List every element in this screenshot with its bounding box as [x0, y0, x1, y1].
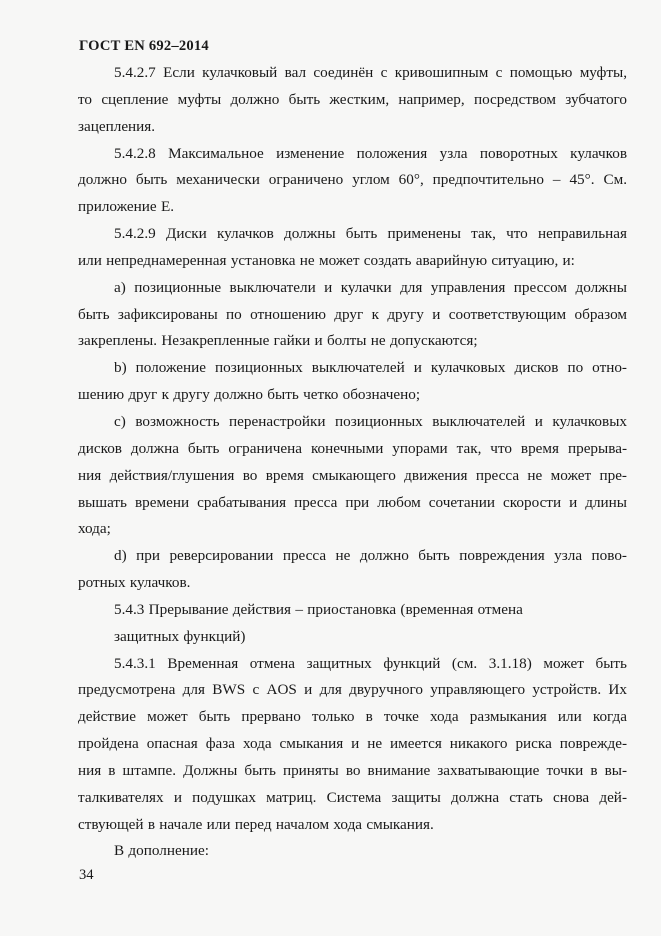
text-line: 5.4.3.1 Временная отмена защитных функций (см. 3.1.18) может быть	[114, 654, 627, 672]
text-line: ния в штампе. Должны быть приняты во внимание захватывающие точки в вы-	[78, 761, 627, 779]
text-line: то сцепление муфты должно быть жестким, например, посредством зубчатого	[78, 90, 627, 108]
text-line: действие может быть прервано только в точке хода размыкания или когда	[78, 708, 627, 726]
text-line: В дополнение:	[114, 842, 209, 860]
text-line: хода;	[78, 520, 111, 538]
text-line: или непреднамеренная установка не может создать аварийную ситуацию, и:	[78, 251, 575, 269]
text-line: зацепления.	[78, 117, 156, 135]
text-line: должно быть механически ограничено углом 60°, предпочтительно – 45°. См.	[78, 171, 627, 189]
text-line: c) возможность перенастройки позиционных выключателей и кулачковых	[114, 412, 627, 430]
text-line: 5.4.2.8 Максимальное изменение положения узла поворотных кулачков	[114, 144, 627, 162]
text-line: 5.4.2.7 Если кулачковый вал соединён с кривошипным с помощью муфты,	[114, 64, 627, 81]
text-line: ствующей в начале или перед началом хода смыкания.	[78, 815, 434, 833]
text-line: приложение Е.	[78, 198, 175, 216]
text-line: предусмотрена для BWS с AOS и для двуручного управляющего устройств. Их	[78, 681, 627, 699]
text-line: пройдена опасная фаза хода смыкания и не имеется никакого риска поврежде-	[78, 735, 627, 753]
text-line: d) при реверсировании пресса не должно быть повреждения узла пово-	[114, 547, 627, 565]
text-line: быть зафиксированы по отношению друг к другу и соответствующим образом	[78, 305, 627, 323]
document-body	[78, 60, 627, 865]
document-header: ГОСТ EN 692–2014	[79, 38, 209, 54]
section-heading-line: 5.4.3 Прерывание действия – приостановка (временная отмена	[114, 600, 523, 618]
text-line: b) положение позиционных выключателей и кулачковых дисков по отно-	[114, 359, 627, 377]
text-line: вышать времени срабатывания пресса при любом сочетании скорости и длины	[78, 493, 627, 511]
text-line: ния действия/глушения во время смыкающего движения пресса не может пре-	[78, 466, 627, 484]
page-number: 34	[79, 867, 94, 883]
text-line: ротных кулачков.	[78, 574, 191, 592]
text-line: дисков должна быть ограничена конечными упорами так, что время прерыва-	[78, 439, 627, 457]
text-line: талкивателях и подушках матриц. Система защиты должна стать снова дей-	[78, 788, 627, 806]
section-heading-line: защитных функций)	[114, 627, 246, 645]
text-line: шению друг к другу должно быть четко обозначено;	[78, 386, 421, 404]
text-line: a) позиционные выключатели и кулачки для управления прессом должны	[114, 278, 627, 296]
text-line: 5.4.2.9 Диски кулачков должны быть применены так, что неправильная	[114, 225, 627, 243]
text-line: закреплены. Незакрепленные гайки и болты не допускаются;	[78, 332, 478, 350]
